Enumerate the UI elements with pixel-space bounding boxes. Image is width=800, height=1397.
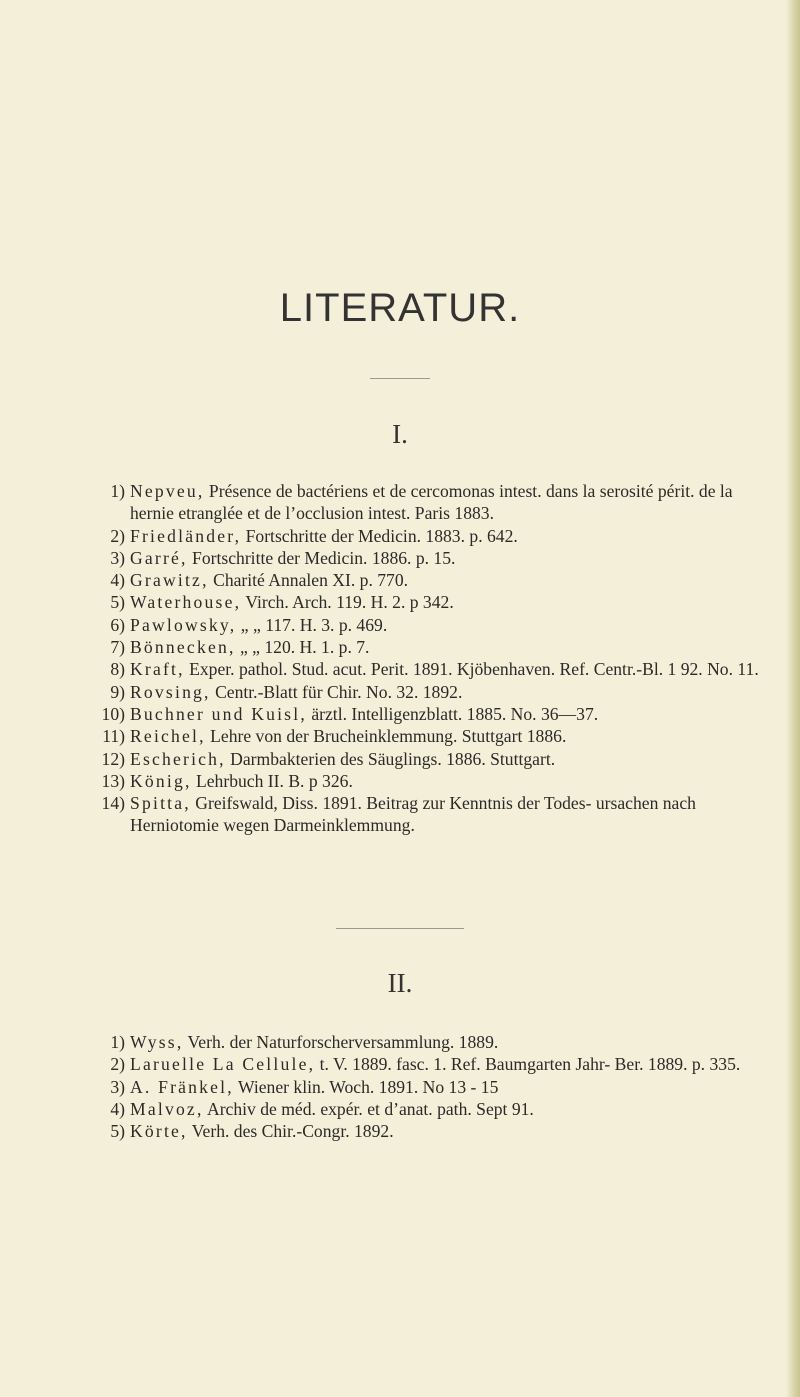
entry-number: 12): [101, 748, 125, 769]
entry-text: Centr.-Blatt für Chir. No. 32. 1892.: [215, 681, 463, 702]
entry-number: 7): [110, 637, 125, 658]
reference-entry: [0, 1076, 800, 1098]
entry-number: 13): [101, 770, 125, 791]
entry-number: 14): [101, 793, 125, 814]
entry-text: ärztl. Intelligenzblatt. 1885. No. 36—37.: [311, 703, 599, 724]
reference-entry: [0, 748, 800, 770]
entry-number: 4): [110, 1098, 125, 1119]
reference-entry: [0, 792, 800, 837]
entry-number: 5): [110, 592, 125, 613]
reference-entry: [0, 1120, 800, 1142]
entry-author: Reichel,: [130, 726, 206, 747]
reference-entry: [0, 525, 800, 547]
divider-rule: [370, 378, 430, 379]
entry-text: Lehre von der Brucheinklemmung. Stuttgart 1886.: [210, 726, 567, 747]
entry-number: 8): [110, 659, 125, 680]
entry-text: Verh. der Naturforscherversammlung. 1889.: [187, 1032, 499, 1052]
entry-number: 5): [110, 1121, 125, 1142]
reference-entry: [0, 1053, 800, 1075]
reference-entry: [0, 770, 800, 792]
reference-entry: [0, 591, 800, 613]
entry-author: Friedländer,: [130, 525, 242, 546]
entry-author: Garré,: [130, 547, 188, 568]
reference-entry: [0, 1098, 800, 1120]
entry-author: Wyss,: [130, 1032, 184, 1052]
entry-author: Laruelle La Cellule,: [130, 1054, 316, 1075]
entry-author: A. Fränkel,: [130, 1076, 234, 1097]
entry-text: Lehrbuch II. B. p 326.: [196, 770, 353, 791]
entry-number: 9): [110, 681, 125, 702]
entry-author: Malvoz,: [130, 1098, 204, 1119]
reference-list-2: [0, 1031, 800, 1142]
entry-number: 1): [110, 1032, 125, 1052]
entry-author: Körte,: [130, 1121, 188, 1142]
reference-list-1: [0, 480, 800, 837]
entry-number: 11): [102, 726, 125, 747]
entry-author: Kraft,: [130, 659, 185, 680]
entry-text: Charité Annalen XI. p. 770.: [213, 570, 409, 591]
entry-author: Nepveu,: [130, 481, 205, 501]
entry-text: Exper. pathol. Stud. acut. Perit. 1891. Kjöbenhaven. Ref. Centr.-Bl. 1 92. No. 11.: [189, 659, 759, 680]
entry-author: Escherich,: [130, 748, 226, 769]
entry-author: König,: [130, 770, 192, 791]
entry-author: Pawlowsky,: [130, 614, 237, 635]
entry-text: „ „ 117. H. 3. p. 469.: [240, 614, 388, 635]
entry-number: 3): [110, 547, 125, 568]
entry-text: Darmbakterien des Säuglings. 1886. Stuttgart.: [230, 748, 556, 769]
entry-text: „ „ 120. H. 1. p. 7.: [239, 637, 370, 658]
entry-author: Waterhouse,: [130, 592, 242, 613]
entry-text: Wiener klin. Woch. 1891. No 13 - 15: [237, 1076, 499, 1097]
entry-text: Greifswald, Diss. 1891. Beitrag zur Kenntnis der Todes- ursachen nach Herniotomie wegen Darmeinklemmung.: [130, 793, 696, 836]
page-title: LITERATUR.: [279, 286, 521, 330]
section-heading-2: II.: [387, 968, 413, 998]
reference-entry: [0, 569, 800, 591]
reference-entry: [0, 658, 800, 680]
entry-author: Spitta,: [130, 793, 191, 814]
reference-entry: [0, 636, 800, 658]
reference-entry: [0, 614, 800, 636]
entry-author: Grawitz,: [130, 570, 209, 591]
entry-text: Archiv de méd. expér. et d’anat. path. Sept 91.: [206, 1098, 534, 1119]
entry-text: Fortschritte der Medicin. 1883. p. 642.: [245, 525, 518, 546]
entry-number: 4): [110, 570, 125, 591]
entry-author: Rovsing,: [130, 681, 211, 702]
reference-entry: [0, 547, 800, 569]
entry-number: 6): [110, 614, 125, 635]
reference-entry: [0, 1031, 800, 1053]
entry-text: Présence de bactériens et de cercomonas intest. dans la serosité périt. de la hernie etranglée et de l’occlusion intest. Paris 1883.: [130, 481, 733, 524]
reference-entry: [0, 480, 800, 525]
reference-entry: [0, 703, 800, 725]
entry-text: t. V. 1889. fasc. 1. Ref. Baumgarten Jahr- Ber. 1889. p. 335.: [319, 1054, 741, 1075]
entry-number: 3): [110, 1076, 125, 1097]
entry-author: Buchner und Kuisl,: [130, 703, 307, 724]
entry-number: 2): [110, 525, 125, 546]
entry-text: Verh. des Chir.-Congr. 1892.: [191, 1121, 394, 1142]
entry-text: Virch. Arch. 119. H. 2. p 342.: [245, 592, 454, 613]
reference-entry: [0, 681, 800, 703]
entry-text: Fortschritte der Medicin. 1886. p. 15.: [192, 547, 456, 568]
entry-number: 10): [101, 703, 125, 724]
reference-entry: [0, 725, 800, 747]
section-heading-1: I.: [392, 419, 408, 449]
divider-rule: [336, 928, 464, 929]
entry-number: 1): [110, 481, 125, 501]
entry-number: 2): [110, 1054, 125, 1075]
entry-author: Bönnecken,: [130, 637, 236, 658]
